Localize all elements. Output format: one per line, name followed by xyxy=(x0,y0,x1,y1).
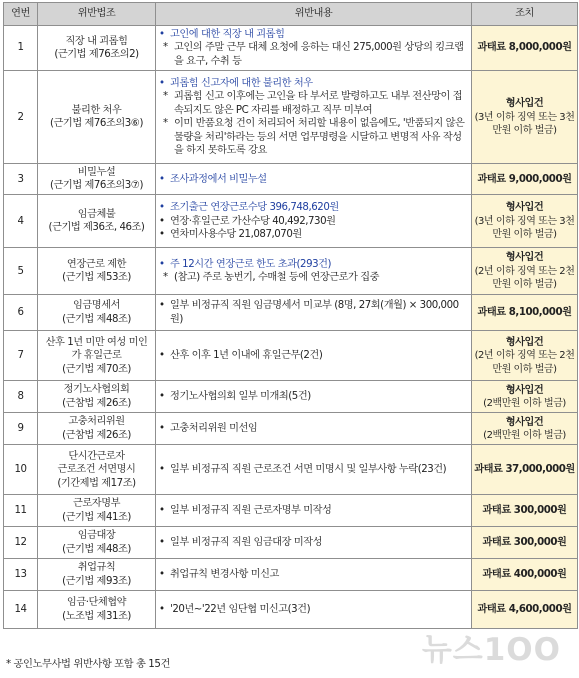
watermark-logo: 뉴스1OO xyxy=(421,632,561,668)
item-text: 괴롭힘 신고자에 대한 불리한 처우 xyxy=(170,78,313,89)
action-cell xyxy=(472,527,578,559)
action-cell xyxy=(472,71,578,164)
law-line: 임금·단체협약 xyxy=(66,597,127,609)
law-line: (근기법 제48조) xyxy=(62,543,131,555)
violation-item xyxy=(159,201,467,214)
item-text: 일부 비정규직 직원 근로조건 서면 미명시 및 일부사항 누락(23건) xyxy=(170,464,447,476)
action-main: 과태료 8,000,000원 xyxy=(477,42,572,54)
violation-cell xyxy=(156,248,472,295)
law-cell xyxy=(38,591,156,629)
action-main: 형사입건 xyxy=(505,384,544,396)
violation-item xyxy=(159,228,467,241)
item-marker: • xyxy=(159,350,165,362)
violation-item xyxy=(159,173,467,186)
violation-item xyxy=(159,349,467,362)
table-row xyxy=(4,331,578,381)
violation-cell xyxy=(156,559,472,591)
law-cell xyxy=(38,559,156,591)
row-number: 11 xyxy=(4,495,38,527)
violation-item xyxy=(159,568,467,581)
item-text: 괴롭힘 신고 이후에는 고인을 타 부서로 발령하고도 내부 전산망이 접속되지도 않은 PC 자리를 배정하고 직무 미부여 xyxy=(174,91,463,116)
row-number: 6 xyxy=(4,295,38,331)
law-line: 임금명세서 xyxy=(73,300,120,312)
table-row xyxy=(4,71,578,164)
table-row xyxy=(4,164,578,195)
law-line: (근기법 제70조) xyxy=(62,363,131,375)
row-number: 13 xyxy=(4,559,38,591)
header-content: 위반내용 xyxy=(156,3,472,26)
row-number: 7 xyxy=(4,331,38,381)
law-line: (근기법 제76조의2) xyxy=(54,49,139,61)
item-text: 정기노사협의회 일부 미개최(5건) xyxy=(170,391,311,403)
item-marker: * xyxy=(163,91,168,103)
action-main: 형사입건 xyxy=(505,202,544,214)
action-sub: (2년 이하 징역 또는 2천만원 이하 벌금) xyxy=(474,350,575,375)
law-cell xyxy=(38,71,156,164)
header-action: 조치 xyxy=(472,3,578,26)
violation-cell xyxy=(156,164,472,195)
table-row xyxy=(4,248,578,295)
item-marker: * xyxy=(163,118,168,130)
item-text: 조기출근 연장근로수당 396,748,620원 xyxy=(170,202,339,214)
violation-item xyxy=(159,258,467,271)
law-line: 정기노사협의회 xyxy=(63,384,130,396)
action-sub: (2백만원 이하 벌금) xyxy=(483,397,566,409)
violation-cell xyxy=(156,413,472,445)
action-main: 형사입건 xyxy=(505,416,544,428)
law-line: (근기법 제53조) xyxy=(62,272,131,284)
law-line: 단시간근로자 xyxy=(68,450,125,462)
item-marker: * xyxy=(163,42,168,54)
violation-item xyxy=(159,271,467,284)
law-line: (근기법 제48조) xyxy=(62,313,131,325)
action-content xyxy=(472,603,577,616)
action-main: 과태료 300,000원 xyxy=(482,505,567,517)
item-marker: • xyxy=(159,78,165,89)
action-content xyxy=(472,41,577,54)
table-row xyxy=(4,559,578,591)
table-row xyxy=(4,381,578,413)
action-content xyxy=(472,173,577,186)
action-content xyxy=(472,536,577,549)
footnote: * 공인노무사법 위반사항 포함 총 15건 xyxy=(6,658,170,670)
action-sub: (2백만원 이하 벌금) xyxy=(483,429,566,441)
table-row xyxy=(4,527,578,559)
law-line: (근기법 제76조의3⑥) xyxy=(50,118,143,130)
item-text: 고인의 주말 근무 대체 요청에 응하는 대신 275,000원 상당의 킹크랩을 요구, 수취 등 xyxy=(174,42,464,67)
action-content xyxy=(472,568,577,581)
item-text: 일부 비정규직 직원 임금명세서 미교부 (8명, 27회(개월) × 300,000원) xyxy=(170,300,459,325)
item-marker: • xyxy=(159,215,165,227)
header-no: 연번 xyxy=(4,3,38,26)
action-content xyxy=(472,97,577,137)
action-main: 과태료 300,000원 xyxy=(482,537,567,549)
row-number: 5 xyxy=(4,248,38,295)
action-main: 과태료 400,000원 xyxy=(482,569,567,581)
item-marker: • xyxy=(159,464,165,476)
violation-item xyxy=(159,28,467,41)
item-marker: • xyxy=(159,604,165,616)
table-row xyxy=(4,26,578,71)
law-cell xyxy=(38,381,156,413)
action-cell xyxy=(472,495,578,527)
law-line: 근로자명부 xyxy=(73,498,120,510)
violation-cell xyxy=(156,381,472,413)
law-line: (기간제법 제17조) xyxy=(57,477,136,489)
item-marker: * xyxy=(163,272,168,284)
row-number: 8 xyxy=(4,381,38,413)
law-line: (근기법 제93조) xyxy=(62,575,131,587)
law-cell xyxy=(38,295,156,331)
table-row xyxy=(4,413,578,445)
law-cell xyxy=(38,248,156,295)
item-text: 일부 비정규직 직원 임금대장 미작성 xyxy=(170,537,323,549)
item-text: (참고) 주로 농번기, 수매철 등에 연장근로가 집중 xyxy=(174,272,379,284)
violation-cell xyxy=(156,295,472,331)
table-row xyxy=(4,495,578,527)
law-cell xyxy=(38,527,156,559)
item-text: 산후 이후 1년 이내에 휴일근무(2건) xyxy=(170,350,323,362)
table-body xyxy=(4,26,578,629)
table-header-row xyxy=(4,3,578,26)
law-line: (노조법 제31조) xyxy=(62,610,131,622)
law-cell xyxy=(38,164,156,195)
violation-item xyxy=(159,422,467,435)
law-line: 취업규칙 xyxy=(77,562,116,574)
violation-cell xyxy=(156,495,472,527)
row-number: 1 xyxy=(4,26,38,71)
item-marker: • xyxy=(159,202,165,214)
item-marker: • xyxy=(159,229,165,241)
item-marker: • xyxy=(159,391,165,403)
item-marker: • xyxy=(159,569,165,581)
action-content xyxy=(472,463,577,476)
action-cell xyxy=(472,445,578,495)
header-law: 위반법조 xyxy=(38,3,156,26)
table-row xyxy=(4,295,578,331)
law-cell xyxy=(38,195,156,248)
item-text: 이미 반품요청 건이 처리되어 처리할 내용이 없음에도, '반품되지 않은 물량을 처리'하라는 등의 서면 업무명령을 시달하고 변명적 사유 작성을 하지 못하도록 강요 xyxy=(174,118,465,157)
row-number: 9 xyxy=(4,413,38,445)
item-text: '20년~'22년 임단협 미신고(3건) xyxy=(170,604,311,616)
action-content xyxy=(472,306,577,319)
violation-item xyxy=(159,390,467,403)
item-text: 주 12시간 연장근로 한도 초과(293건) xyxy=(170,258,332,270)
row-number: 12 xyxy=(4,527,38,559)
action-content xyxy=(472,201,577,241)
law-line: 임금체불 xyxy=(77,208,116,220)
violation-item xyxy=(159,603,467,616)
law-line: 산후 1년 미만 여성 미인 xyxy=(45,336,148,348)
violation-cell xyxy=(156,445,472,495)
law-line: 가 휴일근로 xyxy=(71,350,122,362)
violations-table xyxy=(3,2,578,629)
law-cell xyxy=(38,26,156,71)
violation-item xyxy=(159,299,467,326)
violation-item xyxy=(159,536,467,549)
item-text: 연차미사용수당 21,087,070원 xyxy=(170,229,302,241)
action-cell xyxy=(472,195,578,248)
violation-item xyxy=(159,463,467,476)
law-line: (근기법 제76조의3⑦) xyxy=(50,180,143,192)
law-cell xyxy=(38,413,156,445)
law-line: 연장근로 제한 xyxy=(66,258,127,270)
item-text: 취업규칙 변경사항 미신고 xyxy=(170,569,279,581)
violation-item xyxy=(159,117,467,157)
violation-cell xyxy=(156,527,472,559)
action-content xyxy=(472,416,577,443)
item-marker: • xyxy=(159,300,165,312)
action-main: 과태료 8,100,000원 xyxy=(477,307,572,319)
table-row xyxy=(4,445,578,495)
action-main: 과태료 37,000,000원 xyxy=(474,464,575,476)
violation-cell xyxy=(156,26,472,71)
law-line: 불리한 처우 xyxy=(71,104,122,116)
action-content xyxy=(472,384,577,411)
action-content xyxy=(472,504,577,517)
law-line: 임금대장 xyxy=(77,530,116,542)
item-text: 고충처리위원 미선임 xyxy=(170,423,258,435)
item-text: 일부 비정규직 직원 근로자명부 미작성 xyxy=(170,505,332,517)
row-number: 3 xyxy=(4,164,38,195)
violation-cell xyxy=(156,71,472,164)
row-number: 2 xyxy=(4,71,38,164)
action-cell xyxy=(472,26,578,71)
law-line: 직장 내 괴롭힘 xyxy=(65,35,128,47)
violation-cell xyxy=(156,195,472,248)
law-cell xyxy=(38,495,156,527)
law-line: (근기법 제41조) xyxy=(62,511,131,523)
item-marker: • xyxy=(159,258,165,270)
action-main: 형사입건 xyxy=(505,98,544,110)
row-number: 10 xyxy=(4,445,38,495)
law-line: 근로조건 서면명시 xyxy=(57,464,136,476)
item-text: 고인에 대한 직장 내 괴롭힘 xyxy=(170,29,285,40)
item-marker: • xyxy=(159,423,165,435)
action-main: 형사입건 xyxy=(505,336,544,348)
item-marker: • xyxy=(159,173,165,185)
action-cell xyxy=(472,331,578,381)
violation-item xyxy=(159,504,467,517)
law-cell xyxy=(38,331,156,381)
law-line: (근기법 제36조, 46조) xyxy=(48,222,145,234)
item-text: 연장·휴일근로 가산수당 40,492,730원 xyxy=(170,215,336,227)
action-main: 형사입건 xyxy=(505,252,544,264)
action-cell xyxy=(472,413,578,445)
action-sub: (3년 이하 징역 또는 3천만원 이하 벌금) xyxy=(474,215,575,241)
law-cell xyxy=(38,445,156,495)
row-number: 4 xyxy=(4,195,38,248)
action-content xyxy=(472,336,577,376)
law-line: 고충처리위원 xyxy=(68,416,125,428)
violation-item xyxy=(159,41,467,68)
row-number: 14 xyxy=(4,591,38,629)
item-text: 조사과정에서 비밀누설 xyxy=(170,173,267,185)
action-cell xyxy=(472,559,578,591)
action-content xyxy=(472,251,577,291)
action-main: 과태료 4,600,000원 xyxy=(477,604,572,616)
item-marker: • xyxy=(159,505,165,517)
violation-item xyxy=(159,90,467,117)
action-cell xyxy=(472,248,578,295)
law-line: 비밀누설 xyxy=(77,166,116,178)
action-main: 과태료 9,000,000원 xyxy=(477,173,572,185)
law-line: (근참법 제26조) xyxy=(62,429,131,441)
violation-cell xyxy=(156,331,472,381)
action-cell xyxy=(472,295,578,331)
action-cell xyxy=(472,381,578,413)
action-sub: (3년 이하 징역 또는 3천만원 이하 벌금) xyxy=(474,111,575,137)
action-cell xyxy=(472,164,578,195)
law-line: (근참법 제26조) xyxy=(62,397,131,409)
action-sub: (2년 이하 징역 또는 2천만원 이하 벌금) xyxy=(474,265,575,291)
violation-item xyxy=(159,77,467,90)
item-marker: • xyxy=(159,29,165,40)
table-row xyxy=(4,195,578,248)
violation-item xyxy=(159,215,467,228)
item-marker: • xyxy=(159,537,165,549)
